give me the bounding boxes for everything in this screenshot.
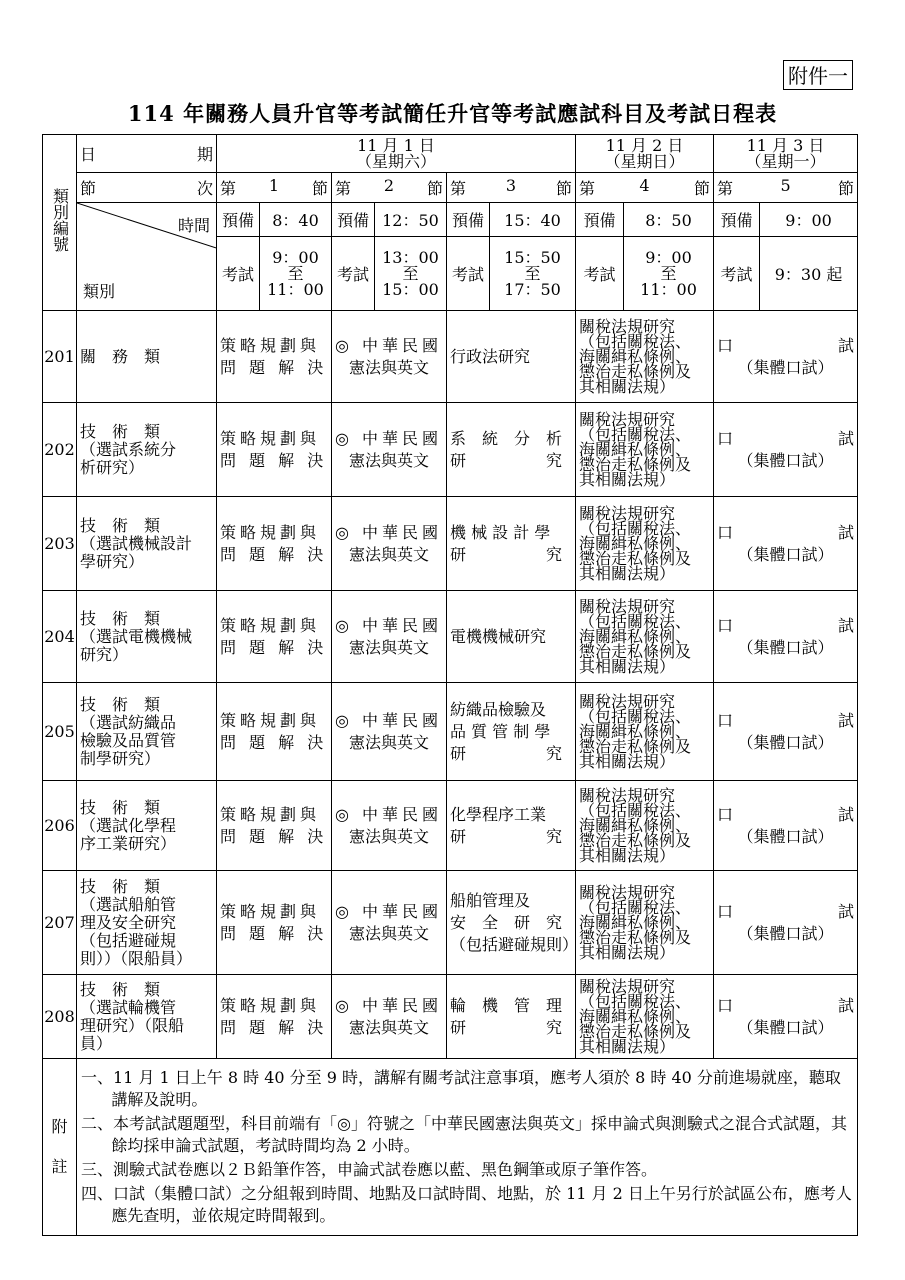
category-row: [43, 781, 858, 871]
category-code: 205: [43, 683, 77, 781]
prep-time-row: [43, 203, 858, 237]
category-row: [43, 591, 858, 683]
date-nov-3: 11 月 3 日 （星期一）: [714, 135, 858, 173]
notes-content: [77, 1059, 858, 1236]
date-nov-1: 11 月 1 日 （星期六）: [217, 135, 576, 173]
exam-label: 考試: [332, 237, 375, 311]
category-code: 208: [43, 975, 77, 1059]
prep-label: 預備: [714, 203, 760, 237]
subject-session-1: 策略規劃與 問 題 解 決: [217, 781, 332, 871]
prep-label: 預備: [447, 203, 490, 237]
category-name: 關 務 類: [77, 311, 217, 403]
category-code: 204: [43, 591, 77, 683]
category-row: [43, 311, 858, 403]
subject-session-4: 關稅法規研究 （包括關稅法、 海關緝私條例、 懲治走私條例及 其相關法規）: [576, 403, 714, 497]
sessions-row: [43, 173, 858, 203]
prep-label: 預備: [217, 203, 260, 237]
subject-session-3: 系 統 分 析 研 究: [447, 403, 576, 497]
subject-session-4: 關稅法規研究 （包括關稅法、 海關緝私條例、 懲治走私條例及 其相關法規）: [576, 781, 714, 871]
prep-time-3: 15：40: [490, 203, 576, 237]
category-code: 206: [43, 781, 77, 871]
category-name: 技 術 類 （選試電機機械 研究）: [77, 591, 217, 683]
date-header: 日 期: [77, 135, 217, 173]
category-row: [43, 403, 858, 497]
subject-session-5: 口 試 （集體口試）: [714, 591, 858, 683]
subject-session-2: ◎ 中華民國 憲法與英文: [332, 871, 447, 975]
exam-time-5: 9：30 起: [760, 237, 858, 311]
session-1: 第 節 1: [217, 173, 332, 203]
note-1: 一、11 月 1 日上午 8 時 40 分至 9 時，講解有關考試注意事項，應考人須於 8 時 40 分前進場就座，聽取講解及說明。: [81, 1068, 841, 1109]
subject-session-1: 策略規劃與 問 題 解 決: [217, 683, 332, 781]
subject-session-5: 口 試 （集體口試）: [714, 683, 858, 781]
subject-session-3: 船舶管理及 安 全 研 究 （包括避碰規則）: [447, 871, 576, 975]
subject-session-1: 策略規劃與 問 題 解 決: [217, 497, 332, 591]
category-row: [43, 497, 858, 591]
prep-time-2: 12：50: [375, 203, 447, 237]
subject-session-5: 口 試 （集體口試）: [714, 311, 858, 403]
exam-label: 考試: [576, 237, 624, 311]
notes-label: 附 註: [43, 1059, 77, 1236]
subject-session-2: ◎ 中華民國 憲法與英文: [332, 781, 447, 871]
category-name: 技 術 類 （選試輪機管 理研究）（限船 員）: [77, 975, 217, 1059]
subject-session-4: 關稅法規研究 （包括關稅法、 海關緝私條例、 懲治走私條例及 其相關法規）: [576, 497, 714, 591]
prep-time-1: 8：40: [260, 203, 332, 237]
subject-session-4: 關稅法規研究 （包括關稅法、 海關緝私條例、 懲治走私條例及 其相關法規）: [576, 871, 714, 975]
subject-session-2: ◎ 中華民國 憲法與英文: [332, 311, 447, 403]
subject-session-1: 策略規劃與 問 題 解 決: [217, 403, 332, 497]
time-label: 時間: [177, 216, 210, 235]
time-category-header: [77, 203, 217, 311]
exam-schedule-table: [42, 134, 858, 1236]
exam-time-3: 15：50 至 17：50: [490, 237, 576, 311]
exam-label: 考試: [447, 237, 490, 311]
exam-time-1: 9：00 至 11：00: [260, 237, 332, 311]
subject-session-2: ◎ 中華民國 憲法與英文: [332, 497, 447, 591]
exam-time-2: 13：00 至 15：00: [375, 237, 447, 311]
attachment-label: 附件一: [783, 60, 853, 90]
session-2: 第 節 2: [332, 173, 447, 203]
subject-session-1: 策略規劃與 問 題 解 決: [217, 975, 332, 1059]
subject-session-5: 口 試 （集體口試）: [714, 975, 858, 1059]
subject-session-3: 化學程序工業 研 究: [447, 781, 576, 871]
subject-session-3: 行政法研究: [447, 311, 576, 403]
category-row: [43, 871, 858, 975]
subject-session-3: 電機機械研究: [447, 591, 576, 683]
subject-session-2: ◎ 中華民國 憲法與英文: [332, 975, 447, 1059]
session-3: 第 節 3: [447, 173, 576, 203]
session-5: 第 節 5: [714, 173, 858, 203]
category-label: 類別: [83, 282, 116, 301]
subject-session-4: 關稅法規研究 （包括關稅法、 海關緝私條例、 懲治走私條例及 其相關法規）: [576, 975, 714, 1059]
subject-session-1: 策略規劃與 問 題 解 決: [217, 871, 332, 975]
category-code: 201: [43, 311, 77, 403]
subject-session-5: 口 試 （集體口試）: [714, 871, 858, 975]
exam-label: 考試: [217, 237, 260, 311]
category-code: 203: [43, 497, 77, 591]
prep-time-5: 9：00: [760, 203, 858, 237]
subject-session-4: 關稅法規研究 （包括關稅法、 海關緝私條例、 懲治走私條例及 其相關法規）: [576, 311, 714, 403]
category-name: 技 術 類 （選試船舶管 理及安全研究 （包括避碰規 則））（限船員）: [77, 871, 217, 975]
subject-session-3: 機 械 設 計 學 研 究: [447, 497, 576, 591]
subject-session-1: 策略規劃與 問 題 解 決: [217, 311, 332, 403]
prep-label: 預備: [332, 203, 375, 237]
date-nov-2: 11 月 2 日 （星期日）: [576, 135, 714, 173]
prep-label: 預備: [576, 203, 624, 237]
subject-session-1: 策略規劃與 問 題 解 決: [217, 591, 332, 683]
category-name: 技 術 類 （選試機械設計 學研究）: [77, 497, 217, 591]
subject-session-4: 關稅法規研究 （包括關稅法、 海關緝私條例、 懲治走私條例及 其相關法規）: [576, 591, 714, 683]
session-4: 第 節 4: [576, 173, 714, 203]
dates-row: [43, 135, 858, 173]
category-code: 207: [43, 871, 77, 975]
subject-session-5: 口 試 （集體口試）: [714, 781, 858, 871]
subject-session-2: ◎ 中華民國 憲法與英文: [332, 403, 447, 497]
category-code-header: 類別編號: [43, 135, 77, 311]
category-row: [43, 975, 858, 1059]
category-row: [43, 683, 858, 781]
subject-session-2: ◎ 中華民國 憲法與英文: [332, 591, 447, 683]
subject-session-3: 輪 機 管 理 研 究: [447, 975, 576, 1059]
category-code: 202: [43, 403, 77, 497]
subject-session-2: ◎ 中華民國 憲法與英文: [332, 683, 447, 781]
subject-session-3: 紡織品檢驗及 品 質 管 制 學 研 究: [447, 683, 576, 781]
prep-time-4: 8：50: [624, 203, 714, 237]
notes-row: [43, 1059, 858, 1236]
note-3: 三、測驗式試卷應以２Ｂ鉛筆作答，申論式試卷應以藍、黑色鋼筆或原子筆作答。: [81, 1160, 658, 1179]
subject-session-5: 口 試 （集體口試）: [714, 403, 858, 497]
session-header: 節 次: [77, 173, 217, 203]
page-title: 114 年關務人員升官等考試簡任升官等考試應試科目及考試日程表: [127, 101, 778, 126]
exam-time-4: 9：00 至 11：00: [624, 237, 714, 311]
subject-session-4: 關稅法規研究 （包括關稅法、 海關緝私條例、 懲治走私條例及 其相關法規）: [576, 683, 714, 781]
subject-session-5: 口 試 （集體口試）: [714, 497, 858, 591]
category-name: 技 術 類 （選試紡織品 檢驗及品質管 制學研究）: [77, 683, 217, 781]
exam-label: 考試: [714, 237, 760, 311]
note-4: 四、口試（集體口試）之分組報到時間、地點及口試時間、地點，於 11 月 2 日上午另行於試區公布，應考人應先查明，並依規定時間報到。: [81, 1184, 852, 1225]
note-2: 二、本考試試題題型，科目前端有「◎」符號之「中華民國憲法與英文」採申論式與測驗式之混合式試題，其餘均採申論式試題，考試時間均為 2 小時。: [81, 1114, 847, 1155]
category-name: 技 術 類 （選試化學程 序工業研究）: [77, 781, 217, 871]
category-name: 技 術 類 （選試系統分 析研究）: [77, 403, 217, 497]
